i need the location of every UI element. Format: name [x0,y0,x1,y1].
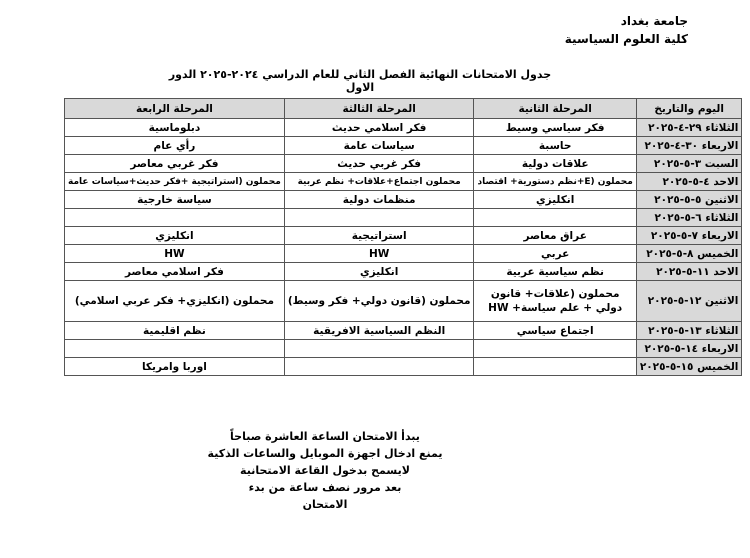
table-row [65,358,742,376]
note-line: الامتحان [302,498,348,511]
college-name: كلية العلوم السياسية [564,32,688,46]
note-line: بعد مرور نصف ساعة من بدء [248,481,402,494]
exam-notes [200,428,450,513]
cell-stage-2 [474,358,636,376]
cell-stage-4: رأي عام [65,137,285,155]
table-row [65,209,742,227]
cell-stage-3: سياسات عامة [284,137,474,155]
cell-day: الاثنين ٥-٥-٢٠٢٥ [636,191,742,209]
cell-stage-2: فكر سياسي وسيط [474,119,636,137]
table-row [65,191,742,209]
cell-stage-3: استراتيجية [284,227,474,245]
cell-stage-2: نظم سياسية عربية [474,263,636,281]
cell-stage-3: فكر غربي حديث [284,155,474,173]
cell-stage-3: محملون اجتماع+علاقات+ نظم عربية [284,173,474,191]
cell-stage-2: حاسبة [474,137,636,155]
cell-stage-2: عربي [474,245,636,263]
cell-day: الاحد ٤-٥-٢٠٢٥ [636,173,742,191]
cell-stage-2 [474,340,636,358]
cell-stage-4: انكليزي [65,227,285,245]
cell-stage-3: النظم السياسية الافريقية [284,322,474,340]
cell-day: الاحد ١١-٥-٢٠٢٥ [636,263,742,281]
cell-day: الخميس ١٥-٥-٢٠٢٥ [636,358,742,376]
cell-day: الخميس ٨-٥-٢٠٢٥ [636,245,742,263]
cell-stage-2: اجتماع سياسي [474,322,636,340]
header-stage-2: المرحلة الثانية [474,99,636,119]
cell-stage-2 [474,209,636,227]
cell-day: الثلاثاء ٢٩-٤-٢٠٢٥ [636,119,742,137]
cell-stage-4: محملون (انكليزي+ فكر عربي اسلامي) [65,281,285,322]
cell-day: السبت ٣-٥-٢٠٢٥ [636,155,742,173]
cell-stage-2: عراق معاصر [474,227,636,245]
cell-stage-3 [284,358,474,376]
university-name: جامعة بغداد [620,14,688,28]
header-stage-4: المرحلة الرابعة [65,99,285,119]
cell-stage-2: انكليزي [474,191,636,209]
header-stage-3: المرحلة الثالثة [284,99,474,119]
cell-stage-2: محملون (E+نظم دستورية+ اقتصاد [474,173,636,191]
cell-stage-3: محملون (قانون دولي+ فكر وسيط) [284,281,474,322]
cell-day: الاربعاء ٧-٥-٢٠٢٥ [636,227,742,245]
cell-stage-4: نظم اقليمية [65,322,285,340]
cell-stage-3 [284,209,474,227]
cell-stage-2: محملون (علاقات+ قانون دولي + علم سياسة+ HW [474,281,636,322]
cell-stage-4: فكر اسلامي معاصر [65,263,285,281]
table-row [65,119,742,137]
cell-stage-4 [65,209,285,227]
cell-stage-4: HW [65,245,285,263]
note-line: لايسمح بدخول القاعة الامتحانية [240,464,410,477]
table-row [65,263,742,281]
table-row [65,173,742,191]
cell-stage-3 [284,340,474,358]
table-header-row [65,99,742,119]
cell-stage-3: فكر اسلامي حديث [284,119,474,137]
cell-stage-4: اوربا وامريكا [65,358,285,376]
table-row [65,227,742,245]
document-header [565,12,688,48]
cell-day: الثلاثاء ٦-٥-٢٠٢٥ [636,209,742,227]
cell-stage-3: انكليزي [284,263,474,281]
cell-stage-4 [65,340,285,358]
table-row [65,155,742,173]
cell-stage-3: HW [284,245,474,263]
cell-stage-4: محملون (استراتيجية +فكر حديث+سياسات عامة [65,173,285,191]
exam-schedule-table [64,98,742,376]
note-line: يبدأ الامتحان الساعة العاشرة صباحاً [230,430,420,443]
header-day-date: اليوم والتاريخ [636,99,742,119]
table-row [65,245,742,263]
table-row [65,137,742,155]
table-row [65,322,742,340]
cell-stage-4: دبلوماسية [65,119,285,137]
cell-day: الاربعاء ٣٠-٤-٢٠٢٥ [636,137,742,155]
cell-day: الثلاثاء ١٣-٥-٢٠٢٥ [636,322,742,340]
cell-day: الاثنين ١٢-٥-٢٠٢٥ [636,281,742,322]
cell-stage-2: علاقات دولية [474,155,636,173]
cell-stage-3: منظمات دولية [284,191,474,209]
cell-stage-4: فكر غربي معاصر [65,155,285,173]
cell-day: الاربعاء ١٤-٥-٢٠٢٥ [636,340,742,358]
note-line: يمنع ادخال اجهزة الموبايل والساعات الذكية [207,447,443,460]
cell-stage-4: سياسة خارجية [65,191,285,209]
page-title: جدول الامتحانات النهائية الفصل الثاني للعام الدراسي ٢٠٢٤-٢٠٢٥ الدور الاول [168,68,552,94]
table-row [65,340,742,358]
table-row [65,281,742,322]
